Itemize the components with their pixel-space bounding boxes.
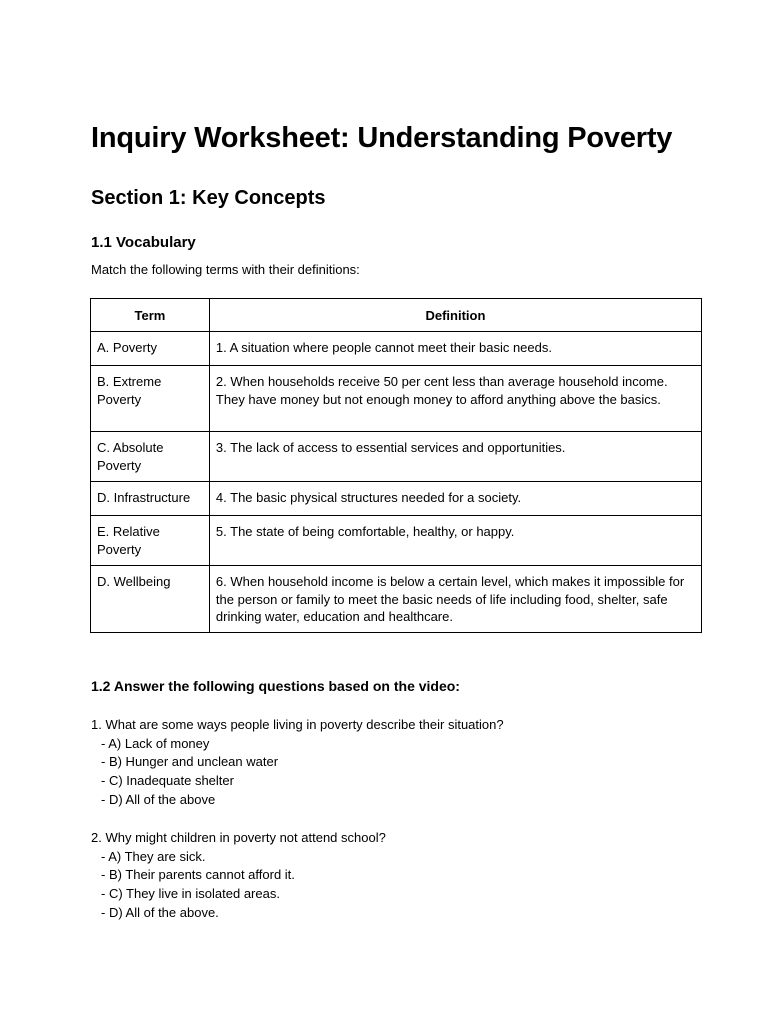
definition-text: 2. When households receive 50 per cent less than average household income. They have money but not enough money to afford anything above the basics.: [215, 374, 668, 407]
section-heading: Section 1: Key Concepts: [91, 187, 326, 209]
definition-cell: [209, 566, 701, 633]
answer-option: - A) Lack of money: [101, 735, 210, 751]
table-header-row: [91, 299, 702, 332]
vocabulary-heading: 1.1 Vocabulary: [91, 234, 196, 251]
question-block: [91, 829, 386, 923]
questions-heading: 1.2 Answer the following questions based on the video:: [91, 678, 460, 694]
term-cell: [91, 482, 210, 516]
table-row: [91, 366, 702, 432]
answer-option: - D) All of the above: [101, 791, 216, 807]
table-row: [91, 482, 702, 516]
answer-option: - C) Inadequate shelter: [101, 773, 234, 789]
term-text: B. Extreme Poverty: [97, 374, 162, 407]
answer-option: - A) They are sick.: [101, 848, 206, 864]
term-text: D. Infrastructure: [97, 490, 191, 505]
definition-text: 1. A situation where people cannot meet their basic needs.: [215, 340, 552, 355]
term-cell: [91, 366, 210, 432]
question-block: [91, 716, 504, 810]
term-text: D. Wellbeing: [97, 574, 171, 589]
answer-option: - B) Their parents cannot afford it.: [101, 867, 295, 883]
term-cell: [91, 332, 210, 366]
term-cell: [91, 516, 210, 566]
term-cell: [91, 566, 210, 633]
answer-option: - C) They live in isolated areas.: [101, 886, 280, 902]
definition-text: 3. The lack of access to essential services and opportunities.: [215, 440, 566, 455]
column-header-definition: Definition: [209, 299, 701, 332]
term-text: C. Absolute Poverty: [97, 440, 164, 473]
definition-cell: [209, 516, 701, 566]
definition-text: 6. When household income is below a certain level, which makes it impossible for the person or family to meet the basic needs of life including food, shelter, safe drinking water, education and healthcare.: [215, 574, 685, 624]
term-text: A. Poverty: [97, 340, 157, 355]
answer-option: - D) All of the above.: [101, 904, 219, 920]
definition-text: 5. The state of being comfortable, healthy, or happy.: [215, 524, 515, 539]
term-text: E. Relative Poverty: [97, 524, 160, 557]
vocabulary-instruction: Match the following terms with their definitions:: [91, 262, 360, 277]
table-row: [91, 516, 702, 566]
column-header-term: Term: [91, 299, 210, 332]
term-cell: [91, 432, 210, 482]
definition-cell: [209, 332, 701, 366]
question-text: 1. What are some ways people living in poverty describe their situation?: [91, 717, 504, 732]
vocabulary-table: [90, 298, 702, 633]
table-row: [91, 432, 702, 482]
definition-text: 4. The basic physical structures needed for a society.: [215, 490, 522, 505]
definition-cell: [209, 366, 701, 432]
answer-option: - B) Hunger and unclean water: [101, 754, 279, 770]
table-row: [91, 566, 702, 633]
definition-cell: [209, 432, 701, 482]
page-title: Inquiry Worksheet: Understanding Poverty: [91, 122, 673, 154]
question-text: 2. Why might children in poverty not attend school?: [91, 830, 386, 845]
definition-cell: [209, 482, 701, 516]
table-row: [91, 332, 702, 366]
